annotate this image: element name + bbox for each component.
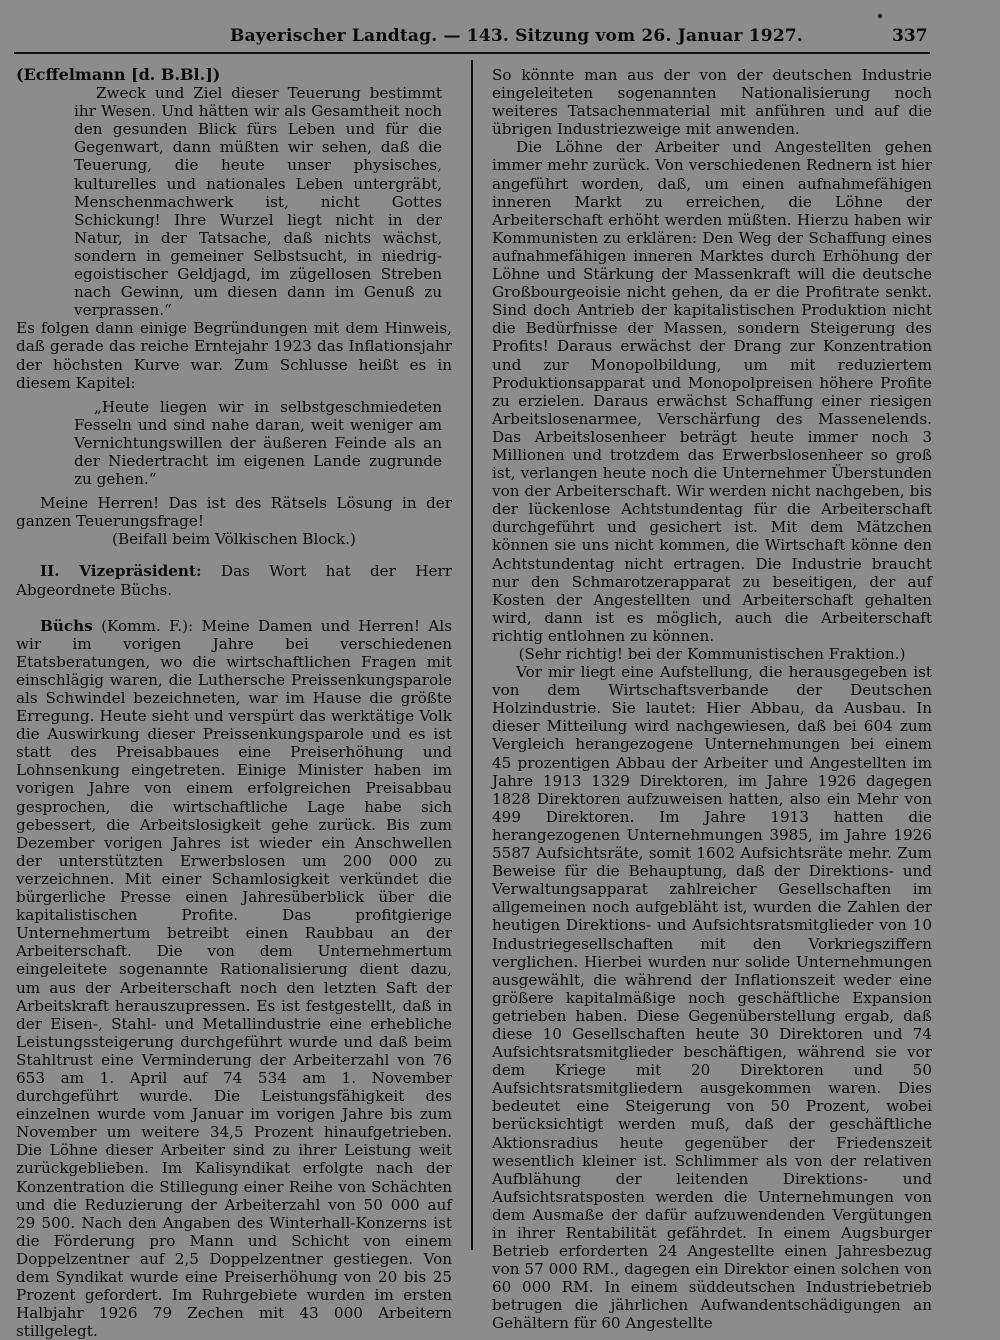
left-column xyxy=(16,66,452,1340)
running-title: Bayerischer Landtag. — 143. Sitzung vom 26. Januar 1927. xyxy=(230,26,803,46)
interjection-note: (Sehr richtig! bei der Kommunistischen Fraktion.) xyxy=(518,645,906,663)
speck xyxy=(878,14,882,18)
applause-note: (Beifall beim Völkischen Block.) xyxy=(112,530,356,549)
body-paragraph: Es folgen dann einige Begründungen mit dem Hinweis, daß gerade das reiche Erntejahr 1923 das Inflationsjahr der höchsten Kurve war. Zum Schlusse heißt es in diesem Kapitel: xyxy=(16,319,452,392)
speech-paragraph xyxy=(16,617,452,1340)
body-paragraph: Die Löhne der Arbeiter und Angestellten gehen immer mehr zurück. Von verschiedenen Rednern ist hier angeführt worden, daß, um einen aufnahmefähigen inneren Markt zu erreichen, die Löhne der Arbeiterschaft erhöht werden müßten. Hierzu haben wir Kommunisten zu erklären: Den Weg der Schaffung eines aufnahmefähigen inneren Marktes durch Erhöhung der Löhne und Stärkung der Massenkraft will die deutsche Großbourgeoisie nicht gehen, da er die Profitrate senkt. Sind doch Antrieb der kapitalistischen Produktion nicht die Bedürfnisse der Massen, sondern Steigerung des Profits! Daraus erwächst der Drang zur Konzentration und zur Monopolbildung, um mit reduziertem Produktionsapparat und Monopolpreisen höhere Profite zu erzielen. Daraus erwächst Schaffung einer riesigen Arbeitslosenarmee, Verschärfung des Massenelends. Das Arbeitslosenheer beträgt heute immer noch 3 Millionen und trotzdem das Erwerbslosenheer so groß ist, verlangen heute noch die Unternehmer Überstunden von der Arbeiterschaft. Wir werden nicht nachgeben, bis der lückenlose Achtstundentag für die Arbeiterschaft durchgeführt und gesichert ist. Mit dem Mätzchen können sie uns nicht kommen, die Wirtschaft könne den Achtstundentag nicht ertragen. Die Industrie braucht nur den Schmarotzerapparat zu beseitigen, der auf Kosten der Angestellten und Arbeiterschaft gehalten wird, dann ist es möglich, auch die Arbeiterschaft richtig entlohnen zu können. xyxy=(492,138,932,645)
quote-paragraph: Zweck und Ziel dieser Teuerung bestimmt ihr Wesen. Und hätten wir als Gesamtheit noch den gesunden Blick fürs Leben und für die Gegenwart, dann müßten wir sehen, daß die Teuerung, die heute unser physisches, kulturelles und nationales Leben untergräbt, Menschenmachwerk ist, nicht Gottes Schickung! Ihre Wurzel liegt nicht in der Natur, in der Tatsache, daß nichts wächst, sondern in gemeiner Selbstsucht, in niedrig-egoistischer Geldjagd, im zügellosen Streben nach Gewinn, um diesen dann im Genuß zu verprassen.“ xyxy=(74,84,442,320)
vice-president-paragraph xyxy=(16,562,452,598)
page-header xyxy=(0,24,1000,50)
body-paragraph: Vor mir liegt eine Aufstellung, die herausgegeben ist von dem Wirtschaftsverbande der Deutschen Holzindustrie. Sie lautet: Hier Abbau, da Ausbau. In dieser Mitteilung wird nachgewiesen, daß bei 604 zum Vergleich herangezogene Unternehmungen bei einem 45 prozentigen Abbau der Arbeiter und Angestellten im Jahre 1913 1329 Direktoren, im Jahre 1926 dagegen 1828 Direktoren aufzuweisen hatten, also ein Mehr von 499 Direktoren. Im Jahre 1913 hatten die herangezogenen Unternehmungen 3985, im Jahre 1926 5587 Aufsichtsräte, somit 1602 Aufsichtsräte mehr. Zum Beweise für die Behauptung, daß der Direktions- und Verwaltungsapparat zahlreicher Gesellschaften im allgemeinen noch aufgebläht ist, wurden die Zahlen der heutigen Direktions- und Aufsichtsratsmitglieder von 10 Industriegesellschaften mit den Vorkriegsziffern verglichen. Hierbei wurden nur solide Unternehmungen ausgewählt, die während der Inflationszeit weder eine größere kapitalmäßige noch geschäftliche Expansion getrieben haben. Diese Gegenüberstellung ergab, daß diese 10 Gesellschaften heute 30 Direktoren und 74 Aufsichtsratsmitglieder beschäftigen, während sie vor dem Kriege mit 20 Direktoren und 50 Aufsichtsratsmitgliedern ausgekommen waren. Dies bedeutet eine Steigerung von 50 Prozent, wobei berücksichtigt werden muß, daß der geschäftliche Aktionsradius heute gegenüber der Friedenszeit wesentlich kleiner ist. Schlimmer als von der relativen Aufblähung der leitenden Direktions- und Aufsichtsratsposten werden die Unternehmungen von dem Ausmaße der dafür aufzuwendenden Vergütungen in ihrer Rentabilität gefährdet. In einem Augsburger Betrieb erforderten 24 Angestellte einen Jahresbezug von 57 000 RM., dagegen ein Direktor einen solchen von 60 000 RM. In einem süddeutschen Industriebetrieb betrugen die jährlichen Aufwandentschädigungen an Gehältern für 60 Angestellte xyxy=(492,663,932,1333)
speaker-heading: (Ecffelmann [d. B.Bl.]) xyxy=(16,65,221,84)
body-paragraph: So könnte man aus der von der deutschen Industrie eingeleiteten sogenannten Nationalisierung noch weiteres Tatsachenmaterial mit anführen und auf die übrigen Industriezweige mit anwenden. xyxy=(492,66,932,139)
column-divider xyxy=(471,60,473,1250)
vice-president-label: II. Vizepräsident: xyxy=(40,562,202,581)
speaker-party: (Komm. F.): xyxy=(101,616,194,635)
page-number: 337 xyxy=(892,26,928,46)
header-rule xyxy=(14,52,930,54)
right-column xyxy=(492,66,932,1333)
quote-paragraph: „Heute liegen wir in selbstgeschmiedeten Fesseln und sind nahe daran, weit weniger am Vernichtungswillen der äußeren Feinde als an der Niedertracht im eigenen Lande zugrunde zu gehen.“ xyxy=(74,397,442,489)
vice-president-text: Das Wort hat der Herr Abgeordnete Büchs. xyxy=(16,562,452,599)
speaker-name: Büchs xyxy=(40,616,93,635)
speech-text: Meine Damen und Herren! Als wir im vorigen Jahre bei verschiedenen Etatsberatungen, wo die wirtschaftlichen Fragen mit einschlägig waren, die Luthersche Preissenkungsparole als Schwindel bezeichneten, war im Hause die größte Erregung. Heute sieht und verspürt das werktätige Volk die Auswirkung dieser Preissenkungsparole und es ist statt des Preisabbaues eine Preiserhöhung und Lohnsenkung eingetreten. Einige Minister haben im vorigen Jahre von einem erfolgreichen Preisabbau gesprochen, die wirtschaftliche Lage habe sich gebessert, die Arbeitslosigkeit gehe zurück. Bis zum Dezember vorigen Jahres ist wieder ein Anschwellen der unterstützten Erwerbslosen um 200 000 zu verzeichnen. Mit einer Schamlosigkeit verkündet die bürgerliche Presse einen Jahresüberblick über die kapitalistischen Profite. Das profitgierige Unternehmertum betreibt einen Raubbau an der Arbeiterschaft. Die von dem Unternehmertum eingeleitete sogenannte Rationalisierung dient dazu, um aus der Arbeiterschaft noch den letzten Saft der Arbeitskraft herauszupressen. Es ist festgestellt, daß in der Eisen-, Stahl- und Metallindustrie eine erhebliche Leistungssteigerung durchgeführt wurde und daß beim Stahltrust eine Verminderung der Arbeiterzahl von 76 653 am 1. April auf 74 534 am 1. November durchgeführt wurde. Die Leistungsfähigkeit des einzelnen wurde vom Januar im vorigen Jahre bis zum November um weitere 34,5 Prozent hinaufgetrieben. Die Löhne dieser Arbeiter sind zu ihrer Leistung weit zurückgeblieben. Im Kalisyndikat erfolgte nach der Konzentration die Stillegung einer Reihe von Schächten und die Reduzierung der Arbeiterzahl von 50 000 auf 29 500. Nach den Angaben des Winterhall-Konzerns ist die Förderung pro Mann und Schicht von einem Doppelzentner auf 2,5 Doppelzentner gestiegen. Von dem Syndikat wurde eine Preiserhöhung von 20 bis 25 Prozent gefordert. Im Ruhrgebiete wurden im ersten Halbjahr 1926 79 Zechen mit 43 000 Arbeitern stillgelegt. xyxy=(16,616,452,1340)
body-paragraph: Meine Herren! Das ist des Rätsels Lösung in der ganzen Teuerungsfrage! xyxy=(16,494,452,531)
